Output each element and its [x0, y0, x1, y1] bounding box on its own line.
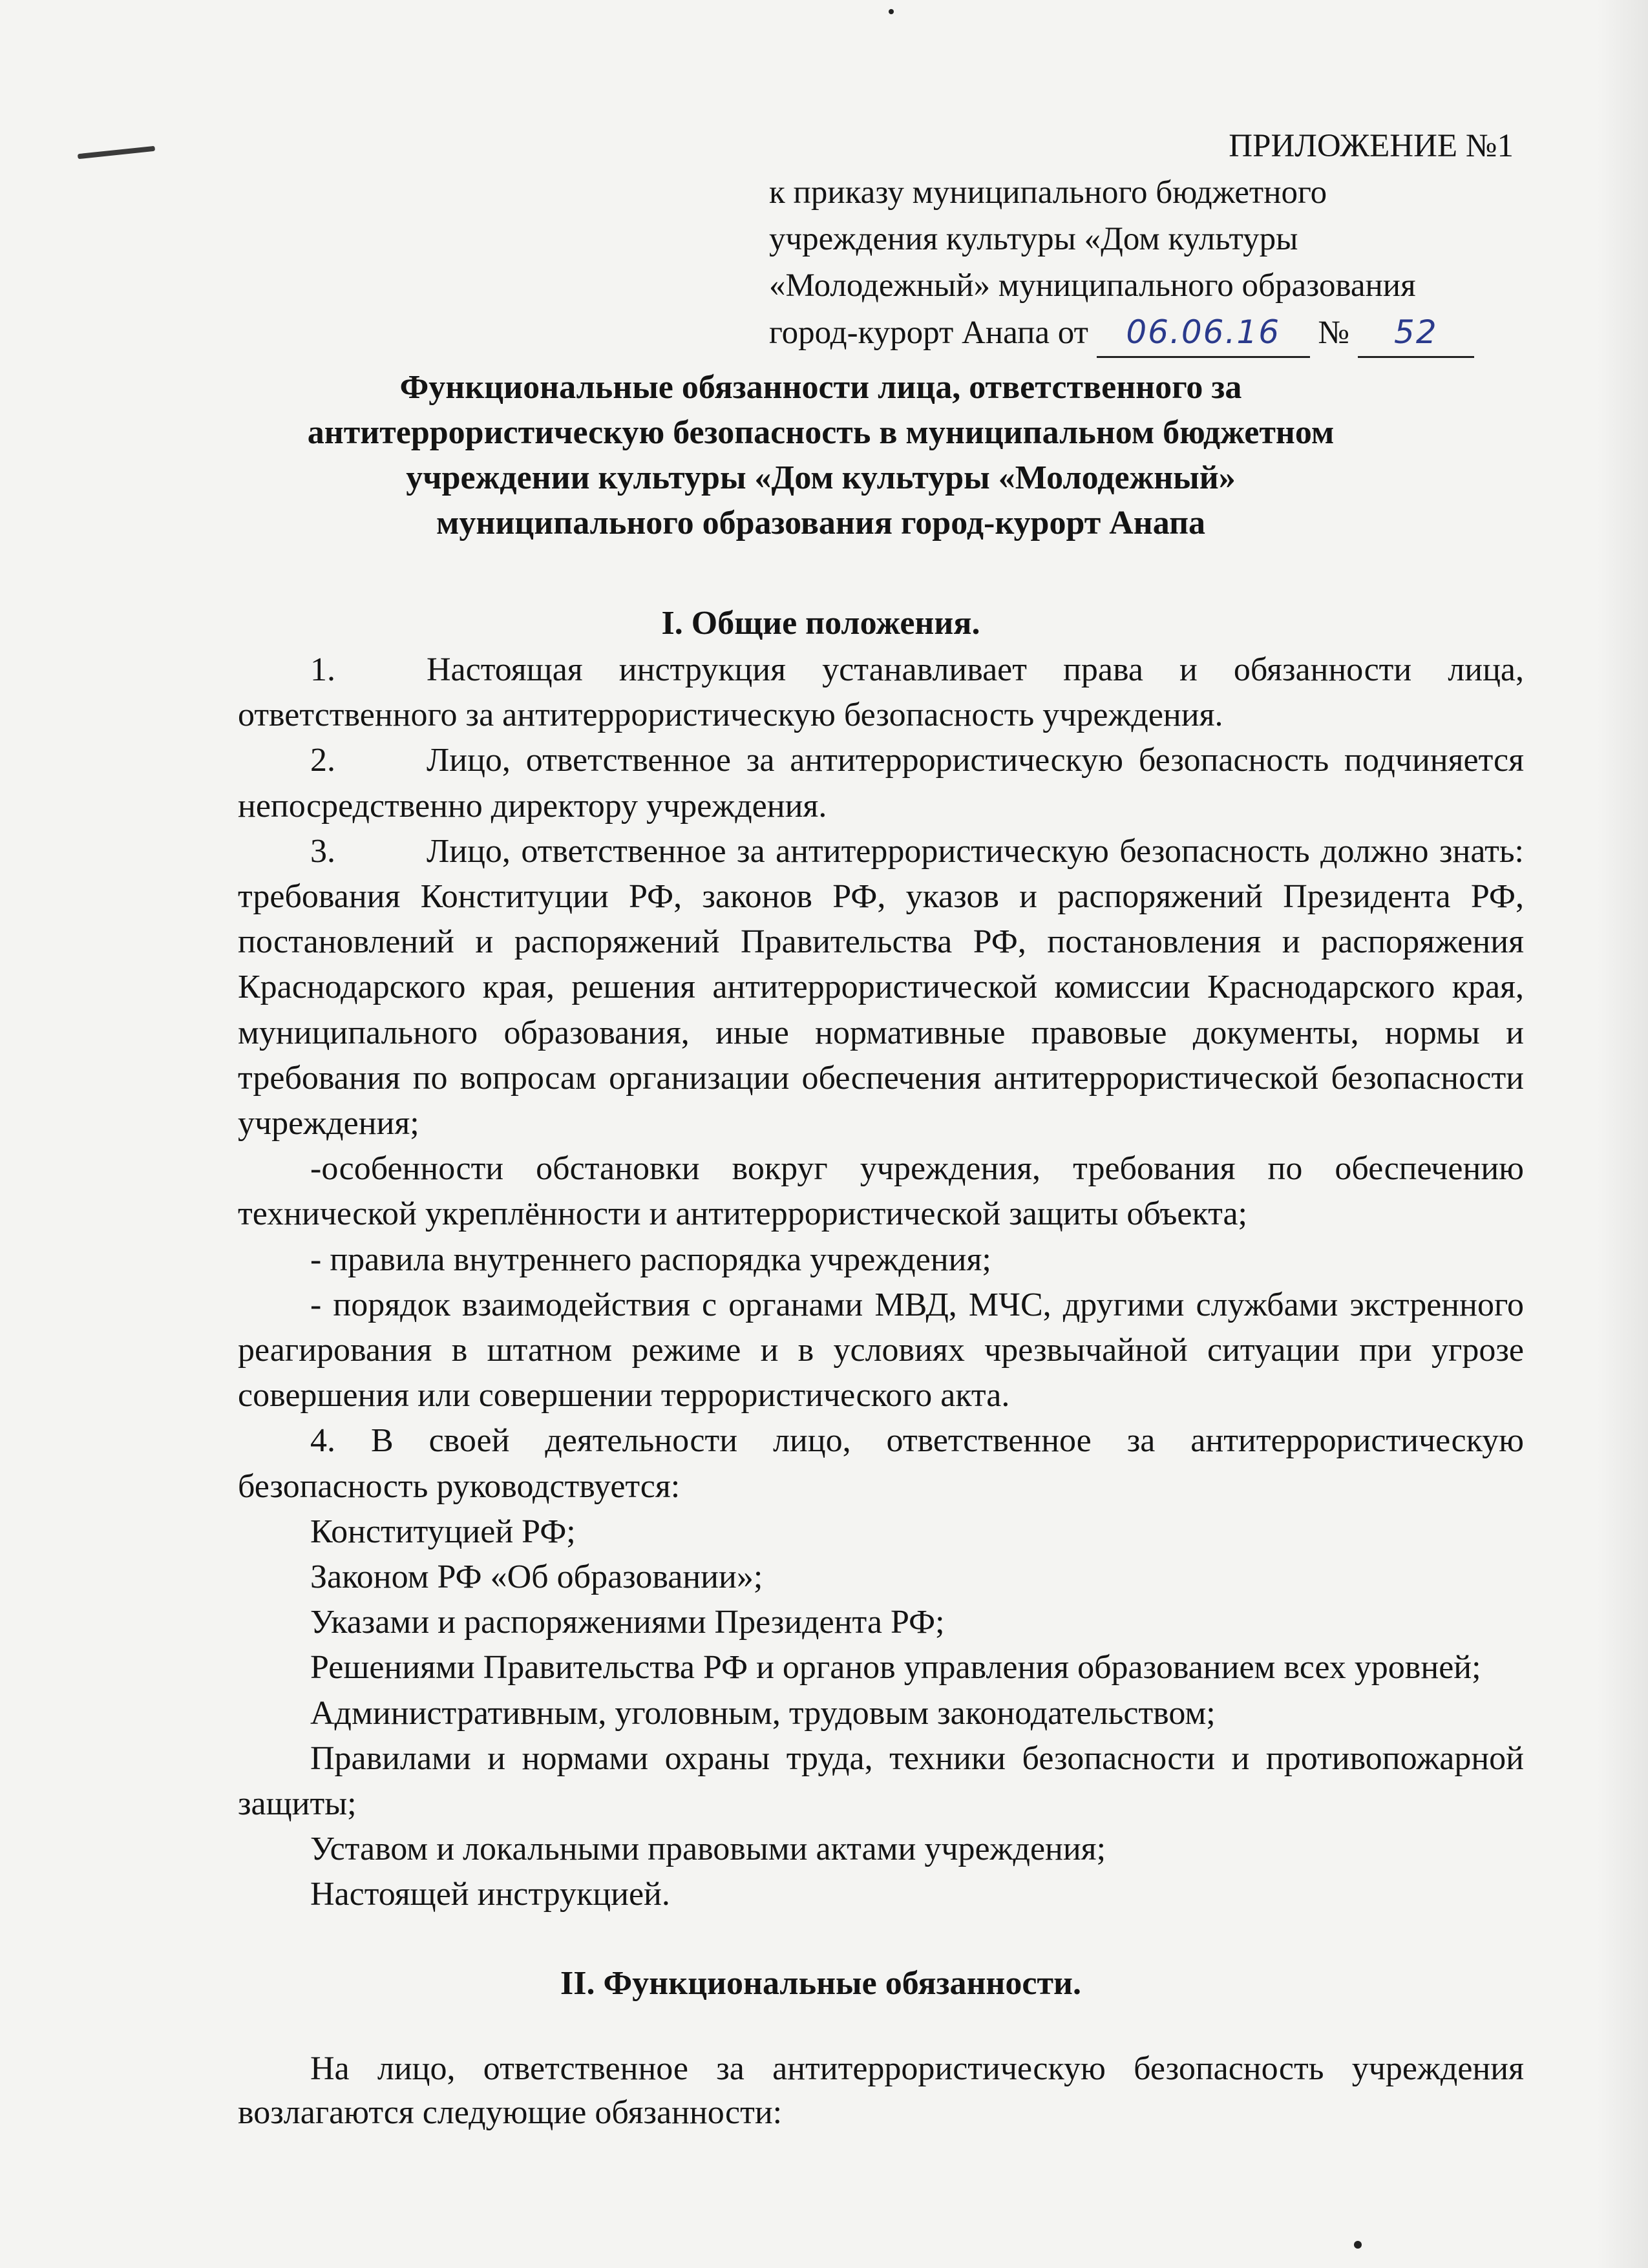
- section-1-heading: I. Общие положения.: [661, 605, 980, 642]
- date-field: [1097, 309, 1310, 358]
- section-2-body: [238, 2047, 1524, 2135]
- paragraph-1-text: Настоящая инструкция устанавливает права и обязанности лица, ответственного за антитеррористическую безопасность учреждения.: [238, 651, 1524, 734]
- list-item: Административным, уголовным, трудовым законодательством;: [310, 1694, 1216, 1732]
- list-item: Настоящей инструкцией.: [310, 1876, 670, 1913]
- title-line-3: учреждении культуры «Дом культуры «Молодежный»: [406, 459, 1236, 496]
- list-item: Указами и распоряжениями Президента РФ;: [310, 1604, 945, 1641]
- list-item: Законом РФ «Об образовании»;: [310, 1559, 763, 1596]
- appendix-line-1: к приказу муниципального бюджетного: [769, 174, 1327, 211]
- scan-edge-shadow: [1596, 0, 1648, 2268]
- paragraph-3: [238, 829, 1524, 1146]
- appendix-line-2: учреждения культуры «Дом культуры: [769, 221, 1298, 257]
- number-label: №: [1318, 315, 1350, 351]
- list-item: Уставом и локальными правовыми актами учреждения;: [310, 1831, 1106, 1868]
- scan-dot: [889, 9, 894, 14]
- order-number-field: [1358, 309, 1474, 358]
- paragraph-2-text: Лицо, ответственное за антитеррористическую безопасность подчиняется непосредственно директору учреждения.: [238, 742, 1524, 824]
- title-line-2: антитеррористическую безопасность в муниципальном бюджетном: [307, 414, 1335, 451]
- section-2-heading: II. Функциональные обязанности.: [560, 1965, 1081, 2002]
- paragraph-3-item-b: - правила внутреннего распорядка учреждения;: [310, 1241, 991, 1278]
- title-line-1: Функциональные обязанности лица, ответственного за: [399, 369, 1242, 406]
- document-title: [233, 365, 1409, 546]
- appendix-header: [769, 123, 1532, 358]
- paragraph-4: 4. В своей деятельности лицо, ответственное за антитеррористическую безопасность руководствуется:: [238, 1422, 1524, 1505]
- paragraph-3-text: Лицо, ответственное за антитеррористическую безопасность должно знать: требования Конституции РФ, законов РФ, указов и распоряжений Президента РФ, постановлений и распоряжений Правительства РФ, постановления и распоряжения Краснодарского края, решения антитеррористической комиссии Краснодарского края, муниципального образования, иные нормативные правовые документы, нормы и требования по вопросам организации обеспечения антитеррористической безопасности учреждения;: [238, 832, 1524, 1142]
- paragraph-2: [238, 738, 1524, 828]
- handwritten-date: 06.06.16: [1126, 313, 1280, 351]
- paragraph-1: [238, 647, 1524, 738]
- scan-mark: [78, 146, 155, 159]
- appendix-date-prefix: город-курорт Анапа от: [769, 315, 1088, 351]
- appendix-line-4: [769, 309, 1532, 358]
- list-item: Конституцией РФ;: [310, 1513, 576, 1550]
- paragraph-3-number: 3.: [310, 832, 335, 870]
- appendix-line-3: «Молодежный» муниципального образования: [769, 268, 1416, 304]
- list-item: Правилами и нормами охраны труда, техники безопасности и противопожарной защиты;: [238, 1739, 1524, 1823]
- list-item: Решениями Правительства РФ и органов управления образованием всех уровней;: [310, 1649, 1481, 1686]
- scan-dot: [1354, 2241, 1362, 2249]
- section-1-body: [238, 647, 1524, 1918]
- paragraph-2-number: 2.: [310, 742, 335, 779]
- paragraph-1-number: 1.: [310, 651, 335, 688]
- paragraph-3-item-c: - порядок взаимодействия с органами МВД, МЧС, другими службами экстренного реагирования в штатном режиме и в условиях чрезвычайной ситуации при угрозе совершения или совершении террористического акта.: [238, 1286, 1524, 1414]
- section-2-intro: На лицо, ответственное за антитеррористическую безопасность учреждения возлагаются следующие обязанности:: [238, 2050, 1524, 2131]
- appendix-number: ПРИЛОЖЕНИЕ №1: [1229, 128, 1514, 164]
- title-line-4: муниципального образования город-курорт Анапа: [436, 505, 1206, 541]
- paragraph-3-item-a: -особенности обстановки вокруг учреждения, требования по обеспечению технической укреплённости и антитеррористической защиты объекта;: [238, 1150, 1524, 1233]
- handwritten-order-number: 52: [1394, 313, 1438, 351]
